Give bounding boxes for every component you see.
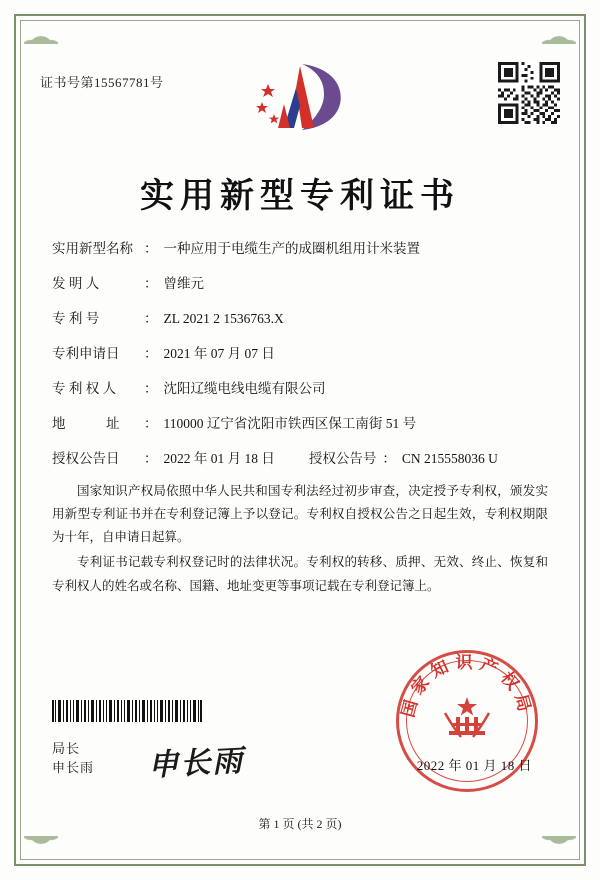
field-colon: ： bbox=[382, 451, 396, 467]
field-colon: ： bbox=[144, 241, 158, 256]
field-colon: ： bbox=[144, 451, 158, 467]
qr-code-icon bbox=[498, 62, 560, 124]
field-row-patent-number bbox=[52, 310, 548, 328]
director-name: 申长雨 bbox=[52, 760, 95, 776]
legal-text bbox=[52, 480, 548, 600]
director-role-label: 局长 bbox=[52, 741, 81, 757]
signature-block bbox=[52, 740, 94, 778]
field-row-application-date bbox=[52, 345, 548, 363]
field-value: ZL 2021 2 1536763.X bbox=[163, 311, 284, 327]
field-label: 专利申请日 bbox=[52, 346, 120, 362]
field-colon: ： bbox=[144, 276, 158, 292]
field-label: 专 利 权 人 bbox=[52, 381, 117, 397]
grant-number-label: 授权公告号 bbox=[308, 451, 377, 467]
field-row-grant-announcement bbox=[52, 450, 548, 468]
svg-text:国家知识产权局: 国家知识产权局 bbox=[398, 653, 536, 720]
page-title: 实用新型专利证书 bbox=[140, 178, 460, 215]
cnipa-logo-icon bbox=[240, 58, 360, 138]
field-row-address bbox=[52, 415, 548, 433]
field-label: 地 址 bbox=[52, 416, 120, 432]
fields-list bbox=[52, 240, 548, 485]
field-value: 曾维元 bbox=[163, 276, 204, 292]
seal-date: 2022 年 01 月 18 日 bbox=[416, 758, 532, 773]
legal-paragraph-2: 专利证书记载专利权登记时的法律状况。专利权的转移、质押、无效、终止、恢复和专利权人的姓名或名称、国籍、地址变更等事项记载在专利登记簿上。 bbox=[52, 555, 548, 593]
field-colon: ： bbox=[144, 381, 158, 397]
field-value: 2021 年 07 月 07 日 bbox=[163, 346, 275, 362]
field-row-patentee bbox=[52, 380, 548, 398]
grant-number-value: CN 215558036 U bbox=[401, 451, 498, 467]
page-footer: 第 1 页 (共 2 页) bbox=[258, 817, 342, 831]
grant-date-label: 授权公告日 bbox=[52, 451, 120, 467]
barcode-icon bbox=[52, 700, 202, 722]
field-label: 发 明 人 bbox=[52, 276, 100, 292]
legal-paragraph-1: 国家知识产权局依照中华人民共和国专利法经过初步审查，决定授予专利权，颁发实用新型专利证书并在专利登记簿上予以登记。专利权自授权公告之日起生效，专利权期限为十年，自申请日起算。 bbox=[52, 484, 548, 545]
field-value: 110000 辽宁省沈阳市铁西区保工南街 51 号 bbox=[163, 416, 417, 432]
certificate-number: 证书号第15567781号 bbox=[40, 75, 164, 90]
field-label: 专 利 号 bbox=[52, 311, 100, 327]
field-value: 沈阳辽缆电线电缆有限公司 bbox=[163, 381, 326, 397]
field-colon: ： bbox=[144, 346, 158, 362]
field-row-inventor bbox=[52, 275, 548, 293]
national-emblem-icon bbox=[439, 693, 495, 749]
grant-date-value: 2022 年 01 月 18 日 bbox=[163, 451, 275, 467]
field-colon: ： bbox=[144, 311, 158, 327]
field-value: 一种应用于电缆生产的成圈机组用计米装置 bbox=[163, 241, 420, 256]
field-row-utility-model-name bbox=[52, 240, 548, 258]
field-label: 实用新型名称 bbox=[52, 241, 133, 256]
field-colon: ： bbox=[144, 416, 158, 432]
handwritten-signature: 申长雨 bbox=[147, 744, 245, 783]
certificate-content bbox=[40, 40, 560, 840]
